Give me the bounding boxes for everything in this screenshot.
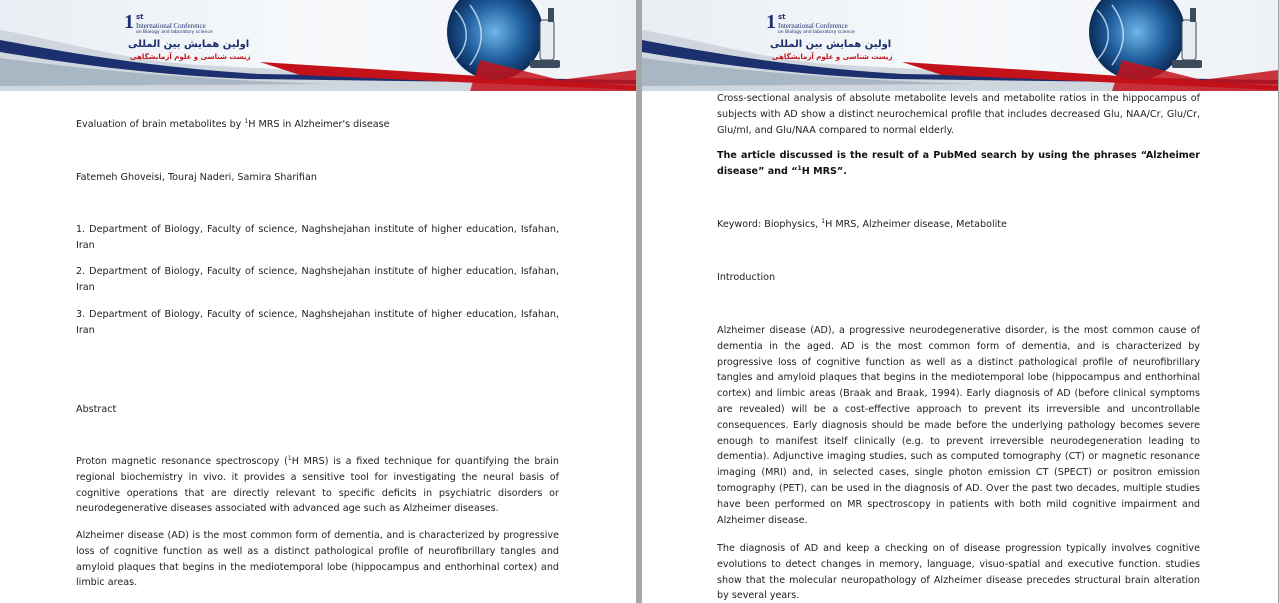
logo-line2-2: on Biology and laboratory science (778, 30, 855, 35)
title-text: Evaluation of brain metabolites by (76, 119, 245, 130)
conference-logo-2 (760, 11, 893, 70)
authors: Fatemeh Ghoveisi, Touraj Naderi, Samira Sharifian (76, 172, 317, 183)
banner-graphic-2 (642, 0, 1278, 91)
logo-ordinal: st (136, 13, 144, 21)
introduction-paragraph-2: The diagnosis of AD and keep a checking on of disease progression typically involves cognitive evolutions to detect changes in memory, language, visuo-spatial and executive function. studies show that the molecular neuropathology of Alzheimer disease precedes structural brain alteration by several years. (717, 543, 1200, 602)
abstract-text: Proton magnetic resonance spectroscopy ( (76, 456, 288, 467)
search-method-paragraph (717, 148, 1200, 180)
logo-line1-2: International Conference (778, 22, 848, 30)
search-text: The article discussed is the result of a PubMed search by using the phrases “Alzheimer disease” and “ (717, 150, 1200, 177)
introduction-heading: Introduction (717, 272, 776, 283)
logo-line2: on Biology and laboratory science (136, 30, 213, 35)
title-text-end: H MRS in Alzheimer's disease (248, 119, 390, 130)
logo-persian-subtitle-2: زیست شناسی و علوم آزمایشگاهی (772, 53, 893, 61)
abstract-paragraph-2: Alzheimer disease (AD) is the most common form of dementia, and is characterized by progressive loss of cognitive function as well as a distinct pathological profile of neurofibrillary tangles and amyloid plaques that begins in the mediotemporal lobe (hippocampus and enthorhinal cortex) and limbic areas. (76, 530, 559, 589)
affiliation-2: 2. Department of Biology, Faculty of science, Naghshejahan institute of higher education, Isfahan, Iran (76, 266, 559, 293)
logo-ordinal-2: st (778, 13, 786, 21)
logo-number-2: 1 (766, 11, 776, 33)
introduction-paragraph-1: Alzheimer disease (AD), a progressive neurodegenerative disorder, is the most common cause of dementia in the aged. AD is the most common form of dementia, and is characterized by progressive loss of cognitive function as well as a distinct pathological profile of neurofibrillary tangles and amyloid plaques that begins in the mediotemporal lobe (hippocampus and enthorhinal cortex) and limbic areas (Braak and Braak, 1994). Early diagnosis of AD (before clinical symptoms are revealed) will be a cost-effective approach to prevent its irreversible and uncontrollable consequences. Early diagnosis should be made before the underlying pathology becomes severe enough to manifest itself clinically (e.g. to prevent irreversible neurodegeneration leading to dementia). Adjunctive imaging studies, such as computed tomography (CT) or magnetic resonance imaging (MRI) and, in selected cases, single photon emission CT (SPECT) or positron emission tomography (PET), can be used in the diagnosis of AD. Over the past two decades, multiple studies have been performed on MR spectroscopy in patients with both mild cognitive impairment and Alzheimer disease. (717, 325, 1200, 526)
keyword-text-end: H MRS, Alzheimer disease, Metabolite (825, 219, 1007, 230)
document-page-2 (642, 0, 1278, 603)
abstract-text-end: H MRS) is a fixed technique for quantifying the brain regional biochemistry in vivo. it provides a sensitive tool for investigating the neural basis of cognitive operations that are directly relevant to specific deficits in psychiatric disorders or neurodegenerative diseases associated with advanced age such as Alzheimer diseases. (76, 456, 560, 515)
search-text-end: H MRS”. (801, 165, 847, 177)
logo-line1: International Conference (136, 22, 206, 30)
conference-banner (0, 0, 636, 91)
keyword-text: Keyword: Biophysics, (717, 219, 822, 230)
logo-persian-subtitle: زیست شناسی و علوم آزمایشگاهی (130, 53, 251, 61)
keyword-superscript: 1 (821, 218, 826, 225)
logo-persian-title-2: اولین همایش بین المللی (770, 39, 892, 50)
paper-title (76, 117, 559, 133)
banner-graphic (0, 0, 636, 91)
conference-banner-2 (642, 0, 1278, 91)
results-paragraph: Cross-sectional analysis of absolute metabolite levels and metabolite ratios in the hippocampus of subjects with AD show a distinct neurochemical profile that includes decreased Glu, NAA/Cr, Glu/Cr, Glu/mI, and Glu/NAA compared to normal elderly. (717, 93, 1200, 136)
conference-logo (118, 11, 251, 70)
document-page-1 (0, 0, 636, 603)
logo-number: 1 (124, 11, 134, 33)
abstract-heading: Abstract (76, 404, 117, 415)
affiliation-1: 1. Department of Biology, Faculty of science, Naghshejahan institute of higher education, Isfahan, Iran (76, 224, 559, 251)
abstract-superscript: 1 (287, 455, 292, 462)
affiliation-3: 3. Department of Biology, Faculty of science, Naghshejahan institute of higher education, Isfahan, Iran (76, 309, 559, 336)
keywords (717, 217, 1200, 233)
abstract-paragraph-1 (76, 454, 559, 517)
search-superscript: 1 (797, 164, 802, 172)
logo-persian-title: اولین همایش بین المللی (128, 39, 250, 50)
title-superscript: 1 (244, 118, 249, 125)
